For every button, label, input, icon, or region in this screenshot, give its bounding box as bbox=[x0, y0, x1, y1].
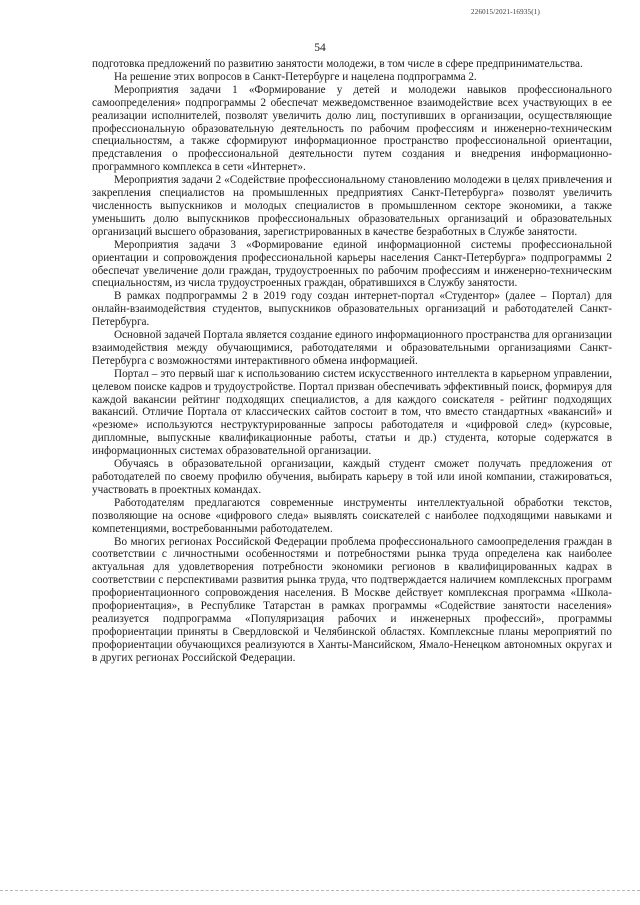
paragraph: В рамках подпрограммы 2 в 2019 году создан интернет-портал «Студентор» (далее – Портал) для онлайн-взаимодействия студентов, выпускников образовательных организаций и работодателей Санкт-Петербурга. bbox=[92, 290, 612, 329]
paragraph-continuation: подготовка предложений по развитию занятости молодежи, в том числе в сфере предпринимательства. bbox=[92, 58, 583, 70]
paragraph: Мероприятия задачи 1 «Формирование у детей и молодежи навыков профессионального самоопределения» подпрограммы 2 обеспечат межведомственное взаимодействие всех участвующих в ее реализации исполнителей, позволят увеличить долю лиц, поступивших в организации, осуществляющие профессиональную образовательную деятельность по рабочим профессиям и инженерно-техническим специальностям, а также сформируют информационное пространство профессиональной ориентации, представления о профессиональной деятельности путем создания и внедрения информационно-программного комплекса в сети «Интернет». bbox=[92, 83, 612, 174]
document-registration-code: 226015/2021-16935(1) bbox=[471, 8, 540, 16]
page-number: 54 bbox=[314, 42, 326, 54]
paragraph: Во многих регионах Российской Федерации проблема профессионального самоопределения граждан в соответствии с личностными особенностями и потребностями рынка труда определена как наиболее актуальная для удовлетворения потребности экономики регионов в квалифицированных кадрах в соответствии с перспективами развития рынка труда, что подтверждается наличием комплексных программ профориентационного сопровождения населения. В Москве действует комплексная программа «Школа-профориентация», в Республике Татарстан в рамках программы «Содействие занятости населения» реализуется подпрограмма «Популяризация рабочих и инженерных профессий», программы профориентации приняты в Свердловской и Челябинской областях. Комплексные планы мероприятий по профориентации обучающихся реализуются в Ханты-Мансийском, Ямало-Ненецком автономных округах и в других регионах Российской Федерации. bbox=[92, 535, 612, 664]
paragraph: Работодателям предлагаются современные инструменты интеллектуальной обработки текстов, позволяющие на основе «цифрового следа» выявлять соискателей с наиболее подходящими навыками и компетенциями, востребованными работодателем. bbox=[92, 496, 612, 535]
document-body bbox=[92, 58, 612, 665]
paragraph: Обучаясь в образовательной организации, каждый студент сможет получать предложения от работодателей по своему профилю обучения, выбирать карьеру в той или иной компании, стажироваться, участвовать в проектных командах. bbox=[92, 458, 612, 496]
scan-bottom-edge bbox=[0, 890, 640, 891]
paragraph: Портал – это первый шаг к использованию систем искусственного интеллекта в карьерном управлении, целевом поиске кадров и трудоустройстве. Портал призван обеспечивать эффективный поиск, формируя для каждой вакансии рейтинг подходящих специалистов, а для каждого соискателя - рейтинг подходящих вакансий. Отличие Портала от классических сайтов состоит в том, что вместо стандартных «вакансий» и «резюме» используются неструктурированные запросы работодателя и «цифровой след» (курсовые, дипломные, выпускные квалификационные работы, статьи и др.) студента, которые содержатся в информационных системах образовательной организации. bbox=[92, 367, 612, 458]
paragraph: Основной задачей Портала является создание единого информационного пространства для организации взаимодействия между обучающимися, работодателями и образовательными организациями Санкт-Петербурга с возможностями интерактивного обмена информацией. bbox=[92, 329, 612, 367]
paragraph: На решение этих вопросов в Санкт-Петербурге и нацелена подпрограмма 2. bbox=[114, 70, 477, 83]
paragraph: Мероприятия задачи 2 «Содействие профессиональному становлению молодежи в целях привлечения и закрепления специалистов на промышленных предприятиях Санкт-Петербурга» позволят увеличить численность выпускников и молодых специалистов в промышленном секторе экономики, а также уменьшить долю выпускников профессиональных образовательных организаций и образовательных организаций высшего образования, зарегистрированных в качестве безработных в Службе занятости. bbox=[92, 174, 612, 238]
paragraph: Мероприятия задачи 3 «Формирование единой информационной системы профессиональной ориентации и сопровождения профессиональной карьеры населения Санкт-Петербурга» подпрограммы 2 обеспечат увеличение доли граждан, трудоустроенных по рабочим профессиям и инженерно-техническим специальностям, из числа трудоустроенных граждан, обратившихся в Службу занятости. bbox=[92, 238, 612, 290]
